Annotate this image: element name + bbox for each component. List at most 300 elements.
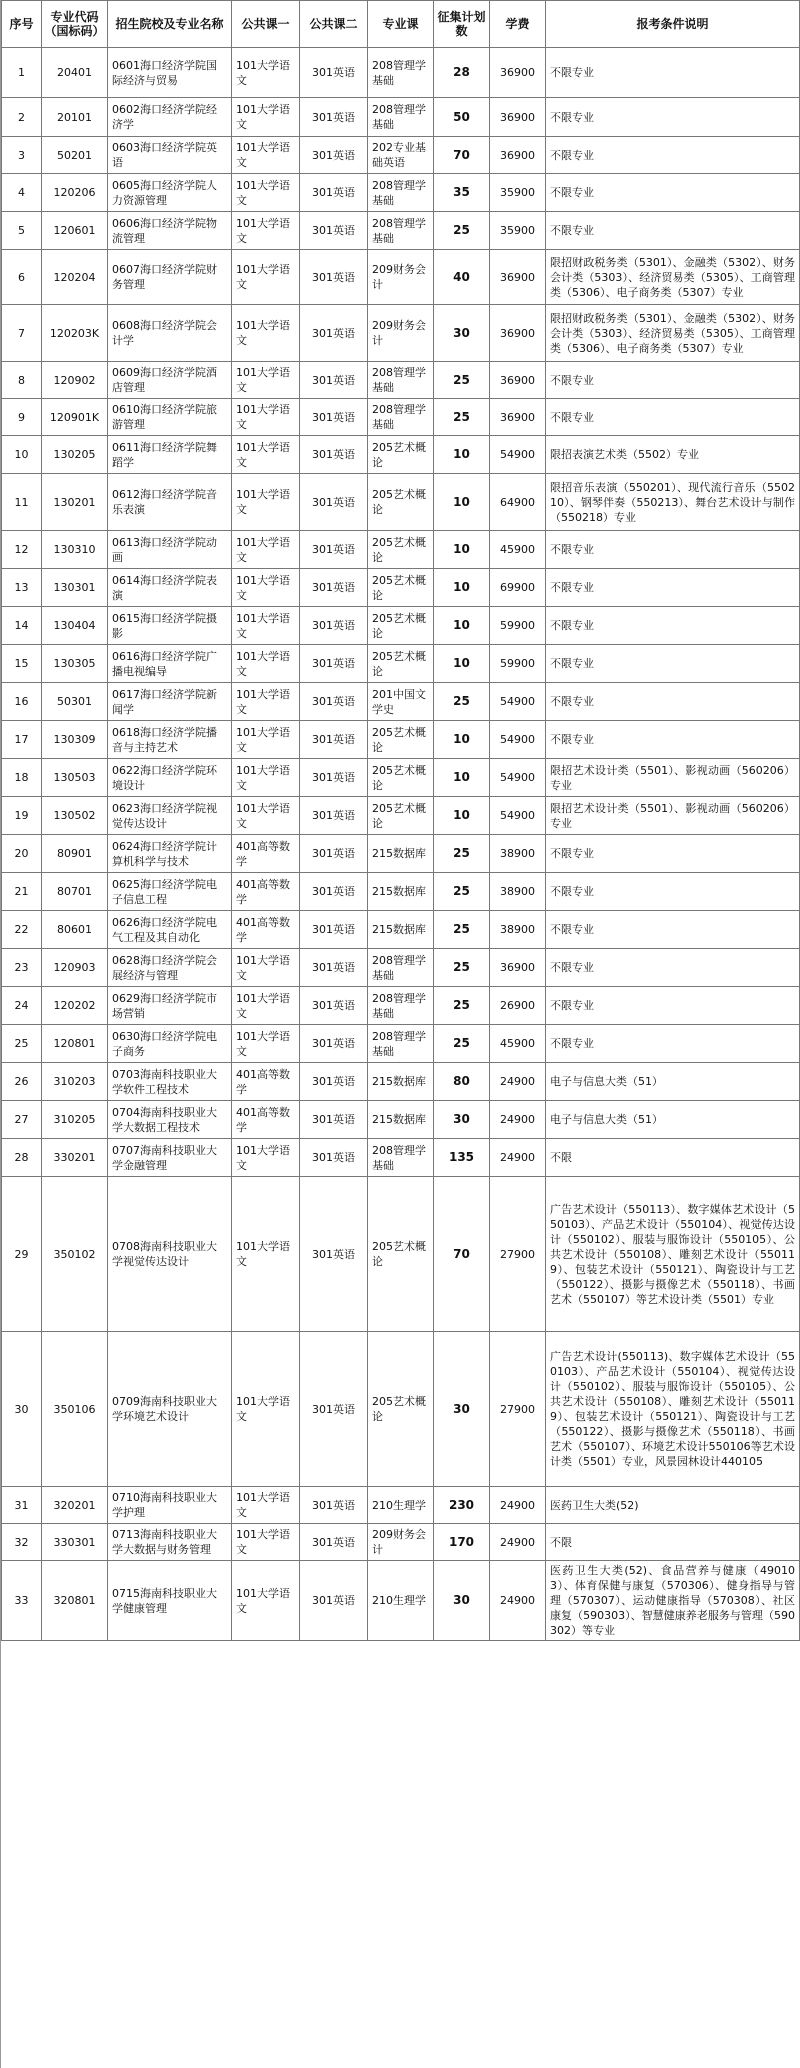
table-row (2, 949, 800, 987)
cell-school-major: 0622海口经济学院环境设计 (108, 759, 232, 797)
cell-major-course: 205艺术概论 (368, 474, 434, 531)
cell-plan-count: 70 (434, 137, 490, 174)
table-row (2, 797, 800, 835)
cell-public-course-1: 101大学语文 (232, 607, 300, 645)
cell-requirements: 不限专业 (546, 362, 800, 399)
cell-code: 320801 (42, 1561, 108, 1641)
cell-public-course-2: 301英语 (300, 1063, 368, 1101)
cell-public-course-1: 101大学语文 (232, 250, 300, 305)
cell-requirements: 限招表演艺术类（5502）专业 (546, 436, 800, 474)
header-plan-count: 征集计划数 (434, 1, 490, 48)
cell-major-course: 205艺术概论 (368, 759, 434, 797)
cell-public-course-1: 101大学语文 (232, 474, 300, 531)
table-row (2, 1332, 800, 1487)
cell-public-course-2: 301英语 (300, 399, 368, 436)
cell-no: 19 (2, 797, 42, 835)
cell-code: 310205 (42, 1101, 108, 1139)
cell-no: 7 (2, 305, 42, 362)
cell-major-course: 208管理学基础 (368, 212, 434, 250)
cell-no: 6 (2, 250, 42, 305)
cell-major-course: 205艺术概论 (368, 531, 434, 569)
table-row (2, 1524, 800, 1561)
cell-major-course: 208管理学基础 (368, 1025, 434, 1063)
table-row (2, 759, 800, 797)
cell-public-course-1: 101大学语文 (232, 645, 300, 683)
cell-plan-count: 25 (434, 835, 490, 873)
cell-public-course-2: 301英语 (300, 474, 368, 531)
cell-code: 130201 (42, 474, 108, 531)
cell-public-course-2: 301英语 (300, 1332, 368, 1487)
cell-plan-count: 230 (434, 1487, 490, 1524)
cell-plan-count: 70 (434, 1177, 490, 1332)
cell-tuition: 24900 (490, 1063, 546, 1101)
cell-tuition: 59900 (490, 645, 546, 683)
cell-public-course-1: 101大学语文 (232, 949, 300, 987)
cell-no: 4 (2, 174, 42, 212)
cell-plan-count: 25 (434, 683, 490, 721)
cell-major-course: 208管理学基础 (368, 362, 434, 399)
cell-public-course-2: 301英语 (300, 1561, 368, 1641)
cell-tuition: 54900 (490, 683, 546, 721)
cell-public-course-2: 301英语 (300, 436, 368, 474)
header-code: 专业代码（国标码） (42, 1, 108, 48)
cell-school-major: 0618海口经济学院播音与主持艺术 (108, 721, 232, 759)
cell-requirements: 不限专业 (546, 48, 800, 98)
cell-requirements: 不限专业 (546, 835, 800, 873)
cell-public-course-1: 401高等数学 (232, 911, 300, 949)
cell-code: 120601 (42, 212, 108, 250)
cell-school-major: 0608海口经济学院会计学 (108, 305, 232, 362)
cell-major-course: 208管理学基础 (368, 399, 434, 436)
cell-requirements: 限招音乐表演（550201）、现代流行音乐（550210）、钢琴伴奏（550213）、舞台艺术设计与制作（550218）专业 (546, 474, 800, 531)
cell-school-major: 0601海口经济学院国际经济与贸易 (108, 48, 232, 98)
cell-no: 11 (2, 474, 42, 531)
cell-major-course: 205艺术概论 (368, 1332, 434, 1487)
cell-plan-count: 30 (434, 1101, 490, 1139)
table-row (2, 683, 800, 721)
cell-code: 130205 (42, 436, 108, 474)
cell-code: 120202 (42, 987, 108, 1025)
cell-school-major: 0710海南科技职业大学护理 (108, 1487, 232, 1524)
cell-no: 3 (2, 137, 42, 174)
cell-public-course-1: 401高等数学 (232, 873, 300, 911)
cell-requirements: 不限专业 (546, 873, 800, 911)
cell-plan-count: 35 (434, 174, 490, 212)
cell-public-course-2: 301英语 (300, 1524, 368, 1561)
cell-public-course-1: 101大学语文 (232, 305, 300, 362)
table-row (2, 174, 800, 212)
cell-code: 80701 (42, 873, 108, 911)
cell-school-major: 0703海南科技职业大学软件工程技术 (108, 1063, 232, 1101)
cell-school-major: 0624海口经济学院计算机科学与技术 (108, 835, 232, 873)
cell-no: 8 (2, 362, 42, 399)
cell-tuition: 36900 (490, 362, 546, 399)
cell-plan-count: 10 (434, 797, 490, 835)
cell-public-course-2: 301英语 (300, 1487, 368, 1524)
cell-school-major: 0612海口经济学院音乐表演 (108, 474, 232, 531)
cell-public-course-2: 301英语 (300, 607, 368, 645)
table-row (2, 607, 800, 645)
cell-public-course-2: 301英语 (300, 1025, 368, 1063)
cell-requirements: 电子与信息大类（51） (546, 1063, 800, 1101)
cell-requirements: 广告艺术设计(550113)、数字媒体艺术设计（550103）、产品艺术设计（550104）、视觉传达设计（550102）、服装与服饰设计（550105）、公共艺术设计（550108）、雕刻艺术设计（550119）、包装艺术设计（550121）、陶瓷设计与工艺（550122）、摄影与摄像艺术（550118）、书画艺术（550107）、环境艺术设计550106等艺术设计类（5501）专业，风景园林设计440105 (546, 1332, 800, 1487)
cell-major-course: 215数据库 (368, 873, 434, 911)
table-row (2, 1063, 800, 1101)
cell-school-major: 0603海口经济学院英语 (108, 137, 232, 174)
cell-school-major: 0602海口经济学院经济学 (108, 98, 232, 137)
cell-code: 320201 (42, 1487, 108, 1524)
cell-no: 16 (2, 683, 42, 721)
cell-plan-count: 10 (434, 759, 490, 797)
table-row (2, 474, 800, 531)
cell-school-major: 0626海口经济学院电气工程及其自动化 (108, 911, 232, 949)
cell-requirements: 电子与信息大类（51） (546, 1101, 800, 1139)
cell-requirements: 限招艺术设计类（5501）、影视动画（560206）专业 (546, 797, 800, 835)
table-row (2, 399, 800, 436)
cell-code: 130305 (42, 645, 108, 683)
cell-plan-count: 25 (434, 1025, 490, 1063)
cell-tuition: 35900 (490, 212, 546, 250)
cell-major-course: 208管理学基础 (368, 48, 434, 98)
cell-school-major: 0614海口经济学院表演 (108, 569, 232, 607)
cell-major-course: 205艺术概论 (368, 645, 434, 683)
table-row (2, 1025, 800, 1063)
cell-plan-count: 30 (434, 1332, 490, 1487)
header-no: 序号 (2, 1, 42, 48)
cell-code: 80601 (42, 911, 108, 949)
cell-requirements: 不限专业 (546, 399, 800, 436)
cell-tuition: 24900 (490, 1101, 546, 1139)
cell-code: 130503 (42, 759, 108, 797)
cell-public-course-2: 301英语 (300, 645, 368, 683)
cell-requirements: 不限专业 (546, 98, 800, 137)
cell-major-course: 205艺术概论 (368, 1177, 434, 1332)
cell-code: 50201 (42, 137, 108, 174)
cell-tuition: 36900 (490, 305, 546, 362)
cell-school-major: 0623海口经济学院视觉传达设计 (108, 797, 232, 835)
table-row (2, 873, 800, 911)
cell-code: 120903 (42, 949, 108, 987)
cell-plan-count: 30 (434, 305, 490, 362)
cell-no: 20 (2, 835, 42, 873)
cell-major-course: 210生理学 (368, 1487, 434, 1524)
table-row (2, 835, 800, 873)
cell-no: 18 (2, 759, 42, 797)
cell-public-course-2: 301英语 (300, 98, 368, 137)
cell-public-course-1: 101大学语文 (232, 569, 300, 607)
cell-requirements: 不限专业 (546, 911, 800, 949)
cell-public-course-2: 301英语 (300, 797, 368, 835)
cell-school-major: 0610海口经济学院旅游管理 (108, 399, 232, 436)
cell-major-course: 205艺术概论 (368, 436, 434, 474)
cell-public-course-1: 101大学语文 (232, 1561, 300, 1641)
cell-public-course-1: 101大学语文 (232, 399, 300, 436)
cell-code: 350106 (42, 1332, 108, 1487)
cell-requirements: 不限专业 (546, 212, 800, 250)
cell-code: 330301 (42, 1524, 108, 1561)
cell-requirements: 限招财政税务类（5301）、金融类（5302）、财务会计类（5303）、经济贸易类（5305）、工商管理类（5306）、电子商务类（5307）专业 (546, 250, 800, 305)
cell-public-course-1: 101大学语文 (232, 137, 300, 174)
table-row (2, 436, 800, 474)
cell-code: 130301 (42, 569, 108, 607)
cell-major-course: 208管理学基础 (368, 1139, 434, 1177)
cell-no: 32 (2, 1524, 42, 1561)
cell-tuition: 54900 (490, 436, 546, 474)
cell-public-course-1: 101大学语文 (232, 48, 300, 98)
cell-public-course-2: 301英语 (300, 212, 368, 250)
cell-tuition: 24900 (490, 1139, 546, 1177)
cell-tuition: 45900 (490, 531, 546, 569)
cell-public-course-2: 301英语 (300, 48, 368, 98)
cell-tuition: 36900 (490, 949, 546, 987)
cell-public-course-1: 101大学语文 (232, 174, 300, 212)
cell-tuition: 35900 (490, 174, 546, 212)
cell-tuition: 36900 (490, 48, 546, 98)
cell-code: 20401 (42, 48, 108, 98)
cell-code: 130404 (42, 607, 108, 645)
cell-no: 10 (2, 436, 42, 474)
cell-no: 1 (2, 48, 42, 98)
cell-tuition: 59900 (490, 607, 546, 645)
cell-major-course: 215数据库 (368, 911, 434, 949)
cell-plan-count: 25 (434, 911, 490, 949)
cell-no: 9 (2, 399, 42, 436)
cell-school-major: 0628海口经济学院会展经济与管理 (108, 949, 232, 987)
cell-tuition: 69900 (490, 569, 546, 607)
cell-tuition: 54900 (490, 721, 546, 759)
cell-requirements: 不限专业 (546, 987, 800, 1025)
header-school-major: 招生院校及专业名称 (108, 1, 232, 48)
cell-plan-count: 25 (434, 399, 490, 436)
table-row (2, 137, 800, 174)
cell-major-course: 208管理学基础 (368, 98, 434, 137)
cell-code: 130310 (42, 531, 108, 569)
cell-requirements: 不限专业 (546, 569, 800, 607)
cell-plan-count: 25 (434, 987, 490, 1025)
cell-no: 12 (2, 531, 42, 569)
cell-major-course: 205艺术概论 (368, 797, 434, 835)
cell-requirements: 医药卫生大类(52)、食品营养与健康（490103）、体育保健与康复（570306）、健身指导与管理（570307）、运动健康指导（570308）、社区康复（590303）、智慧健康养老服务与管理（590302）等专业 (546, 1561, 800, 1641)
cell-tuition: 36900 (490, 399, 546, 436)
cell-school-major: 0613海口经济学院动画 (108, 531, 232, 569)
cell-plan-count: 10 (434, 721, 490, 759)
cell-code: 120206 (42, 174, 108, 212)
table-row (2, 645, 800, 683)
table-row (2, 212, 800, 250)
cell-major-course: 215数据库 (368, 1101, 434, 1139)
cell-school-major: 0611海口经济学院舞蹈学 (108, 436, 232, 474)
cell-plan-count: 10 (434, 436, 490, 474)
cell-tuition: 54900 (490, 759, 546, 797)
cell-code: 120204 (42, 250, 108, 305)
cell-school-major: 0615海口经济学院摄影 (108, 607, 232, 645)
cell-school-major: 0625海口经济学院电子信息工程 (108, 873, 232, 911)
cell-school-major: 0616海口经济学院广播电视编导 (108, 645, 232, 683)
cell-public-course-1: 101大学语文 (232, 721, 300, 759)
header-public-course-1: 公共课一 (232, 1, 300, 48)
cell-no: 23 (2, 949, 42, 987)
cell-school-major: 0715海南科技职业大学健康管理 (108, 1561, 232, 1641)
cell-requirements: 不限专业 (546, 683, 800, 721)
cell-no: 2 (2, 98, 42, 137)
admission-table (1, 0, 800, 1641)
cell-school-major: 0607海口经济学院财务管理 (108, 250, 232, 305)
cell-public-course-1: 101大学语文 (232, 436, 300, 474)
cell-tuition: 64900 (490, 474, 546, 531)
table-body (2, 48, 800, 1641)
cell-public-course-1: 101大学语文 (232, 1025, 300, 1063)
table-row (2, 1487, 800, 1524)
cell-no: 27 (2, 1101, 42, 1139)
cell-plan-count: 40 (434, 250, 490, 305)
cell-tuition: 26900 (490, 987, 546, 1025)
cell-school-major: 0617海口经济学院新闻学 (108, 683, 232, 721)
cell-requirements: 不限专业 (546, 645, 800, 683)
cell-major-course: 208管理学基础 (368, 174, 434, 212)
cell-plan-count: 135 (434, 1139, 490, 1177)
cell-requirements: 不限 (546, 1139, 800, 1177)
cell-public-course-2: 301英语 (300, 137, 368, 174)
cell-code: 350102 (42, 1177, 108, 1332)
cell-requirements: 限招艺术设计类（5501）、影视动画（560206）专业 (546, 759, 800, 797)
cell-major-course: 205艺术概论 (368, 721, 434, 759)
cell-plan-count: 80 (434, 1063, 490, 1101)
cell-no: 33 (2, 1561, 42, 1641)
cell-code: 120801 (42, 1025, 108, 1063)
cell-tuition: 38900 (490, 873, 546, 911)
cell-requirements: 限招财政税务类（5301）、金融类（5302）、财务会计类（5303）、经济贸易类（5305）、工商管理类（5306）、电子商务类（5307）专业 (546, 305, 800, 362)
cell-no: 21 (2, 873, 42, 911)
cell-public-course-2: 301英语 (300, 949, 368, 987)
cell-major-course: 209财务会计 (368, 305, 434, 362)
cell-requirements: 不限专业 (546, 607, 800, 645)
cell-no: 29 (2, 1177, 42, 1332)
cell-no: 5 (2, 212, 42, 250)
cell-public-course-2: 301英语 (300, 873, 368, 911)
cell-no: 25 (2, 1025, 42, 1063)
cell-public-course-2: 301英语 (300, 835, 368, 873)
cell-public-course-2: 301英语 (300, 569, 368, 607)
cell-public-course-1: 101大学语文 (232, 98, 300, 137)
table-row (2, 911, 800, 949)
cell-plan-count: 28 (434, 48, 490, 98)
cell-plan-count: 10 (434, 474, 490, 531)
cell-school-major: 0709海南科技职业大学环境艺术设计 (108, 1332, 232, 1487)
cell-public-course-1: 101大学语文 (232, 759, 300, 797)
cell-public-course-1: 101大学语文 (232, 797, 300, 835)
cell-school-major: 0606海口经济学院物流管理 (108, 212, 232, 250)
cell-public-course-2: 301英语 (300, 911, 368, 949)
cell-code: 120901K (42, 399, 108, 436)
cell-public-course-2: 301英语 (300, 1177, 368, 1332)
cell-no: 28 (2, 1139, 42, 1177)
cell-public-course-2: 301英语 (300, 174, 368, 212)
cell-requirements: 不限专业 (546, 721, 800, 759)
cell-requirements: 广告艺术设计（550113）、数字媒体艺术设计（550103）、产品艺术设计（550104）、视觉传达设计（550102）、服装与服饰设计（550105）、公共艺术设计（550108）、雕刻艺术设计（550119）、包装艺术设计（550121）、陶瓷设计与工艺（550122）、摄影与摄像艺术（550118）、书画艺术（550107）等艺术设计类（5501）专业 (546, 1177, 800, 1332)
cell-code: 130502 (42, 797, 108, 835)
cell-plan-count: 50 (434, 98, 490, 137)
cell-public-course-2: 301英语 (300, 1101, 368, 1139)
table-row (2, 1561, 800, 1641)
cell-public-course-1: 101大学语文 (232, 212, 300, 250)
table-row (2, 1101, 800, 1139)
cell-code: 310203 (42, 1063, 108, 1101)
table-row (2, 1177, 800, 1332)
cell-no: 24 (2, 987, 42, 1025)
table-row (2, 250, 800, 305)
cell-school-major: 0708海南科技职业大学视觉传达设计 (108, 1177, 232, 1332)
cell-major-course: 208管理学基础 (368, 949, 434, 987)
cell-no: 14 (2, 607, 42, 645)
cell-plan-count: 10 (434, 569, 490, 607)
cell-school-major: 0605海口经济学院人力资源管理 (108, 174, 232, 212)
cell-requirements: 不限专业 (546, 531, 800, 569)
cell-public-course-1: 401高等数学 (232, 1101, 300, 1139)
cell-code: 20101 (42, 98, 108, 137)
cell-plan-count: 170 (434, 1524, 490, 1561)
cell-tuition: 27900 (490, 1332, 546, 1487)
cell-tuition: 36900 (490, 98, 546, 137)
cell-tuition: 54900 (490, 797, 546, 835)
cell-public-course-1: 401高等数学 (232, 835, 300, 873)
cell-major-course: 202专业基础英语 (368, 137, 434, 174)
table-row (2, 987, 800, 1025)
cell-code: 120203K (42, 305, 108, 362)
cell-major-course: 208管理学基础 (368, 987, 434, 1025)
header-requirements: 报考条件说明 (546, 1, 800, 48)
cell-public-course-2: 301英语 (300, 721, 368, 759)
cell-public-course-2: 301英语 (300, 683, 368, 721)
cell-major-course: 205艺术概论 (368, 607, 434, 645)
cell-tuition: 24900 (490, 1524, 546, 1561)
cell-tuition: 45900 (490, 1025, 546, 1063)
cell-school-major: 0629海口经济学院市场营销 (108, 987, 232, 1025)
cell-no: 15 (2, 645, 42, 683)
cell-major-course: 209财务会计 (368, 1524, 434, 1561)
cell-no: 26 (2, 1063, 42, 1101)
cell-requirements: 不限专业 (546, 174, 800, 212)
cell-public-course-1: 101大学语文 (232, 531, 300, 569)
cell-plan-count: 25 (434, 362, 490, 399)
cell-no: 31 (2, 1487, 42, 1524)
cell-tuition: 38900 (490, 911, 546, 949)
cell-public-course-1: 401高等数学 (232, 1063, 300, 1101)
cell-public-course-1: 101大学语文 (232, 1487, 300, 1524)
cell-tuition: 36900 (490, 250, 546, 305)
cell-public-course-2: 301英语 (300, 1139, 368, 1177)
cell-tuition: 24900 (490, 1561, 546, 1641)
cell-school-major: 0707海南科技职业大学金融管理 (108, 1139, 232, 1177)
cell-plan-count: 10 (434, 645, 490, 683)
table-row (2, 721, 800, 759)
table-row (2, 569, 800, 607)
cell-public-course-1: 101大学语文 (232, 1524, 300, 1561)
cell-public-course-2: 301英语 (300, 759, 368, 797)
cell-tuition: 38900 (490, 835, 546, 873)
cell-major-course: 209财务会计 (368, 250, 434, 305)
cell-code: 50301 (42, 683, 108, 721)
cell-no: 22 (2, 911, 42, 949)
header-public-course-2: 公共课二 (300, 1, 368, 48)
cell-school-major: 0630海口经济学院电子商务 (108, 1025, 232, 1063)
table-row (2, 362, 800, 399)
header-tuition: 学费 (490, 1, 546, 48)
cell-major-course: 215数据库 (368, 835, 434, 873)
cell-school-major: 0704海南科技职业大学大数据工程技术 (108, 1101, 232, 1139)
cell-plan-count: 30 (434, 1561, 490, 1641)
cell-code: 130309 (42, 721, 108, 759)
table-row (2, 531, 800, 569)
